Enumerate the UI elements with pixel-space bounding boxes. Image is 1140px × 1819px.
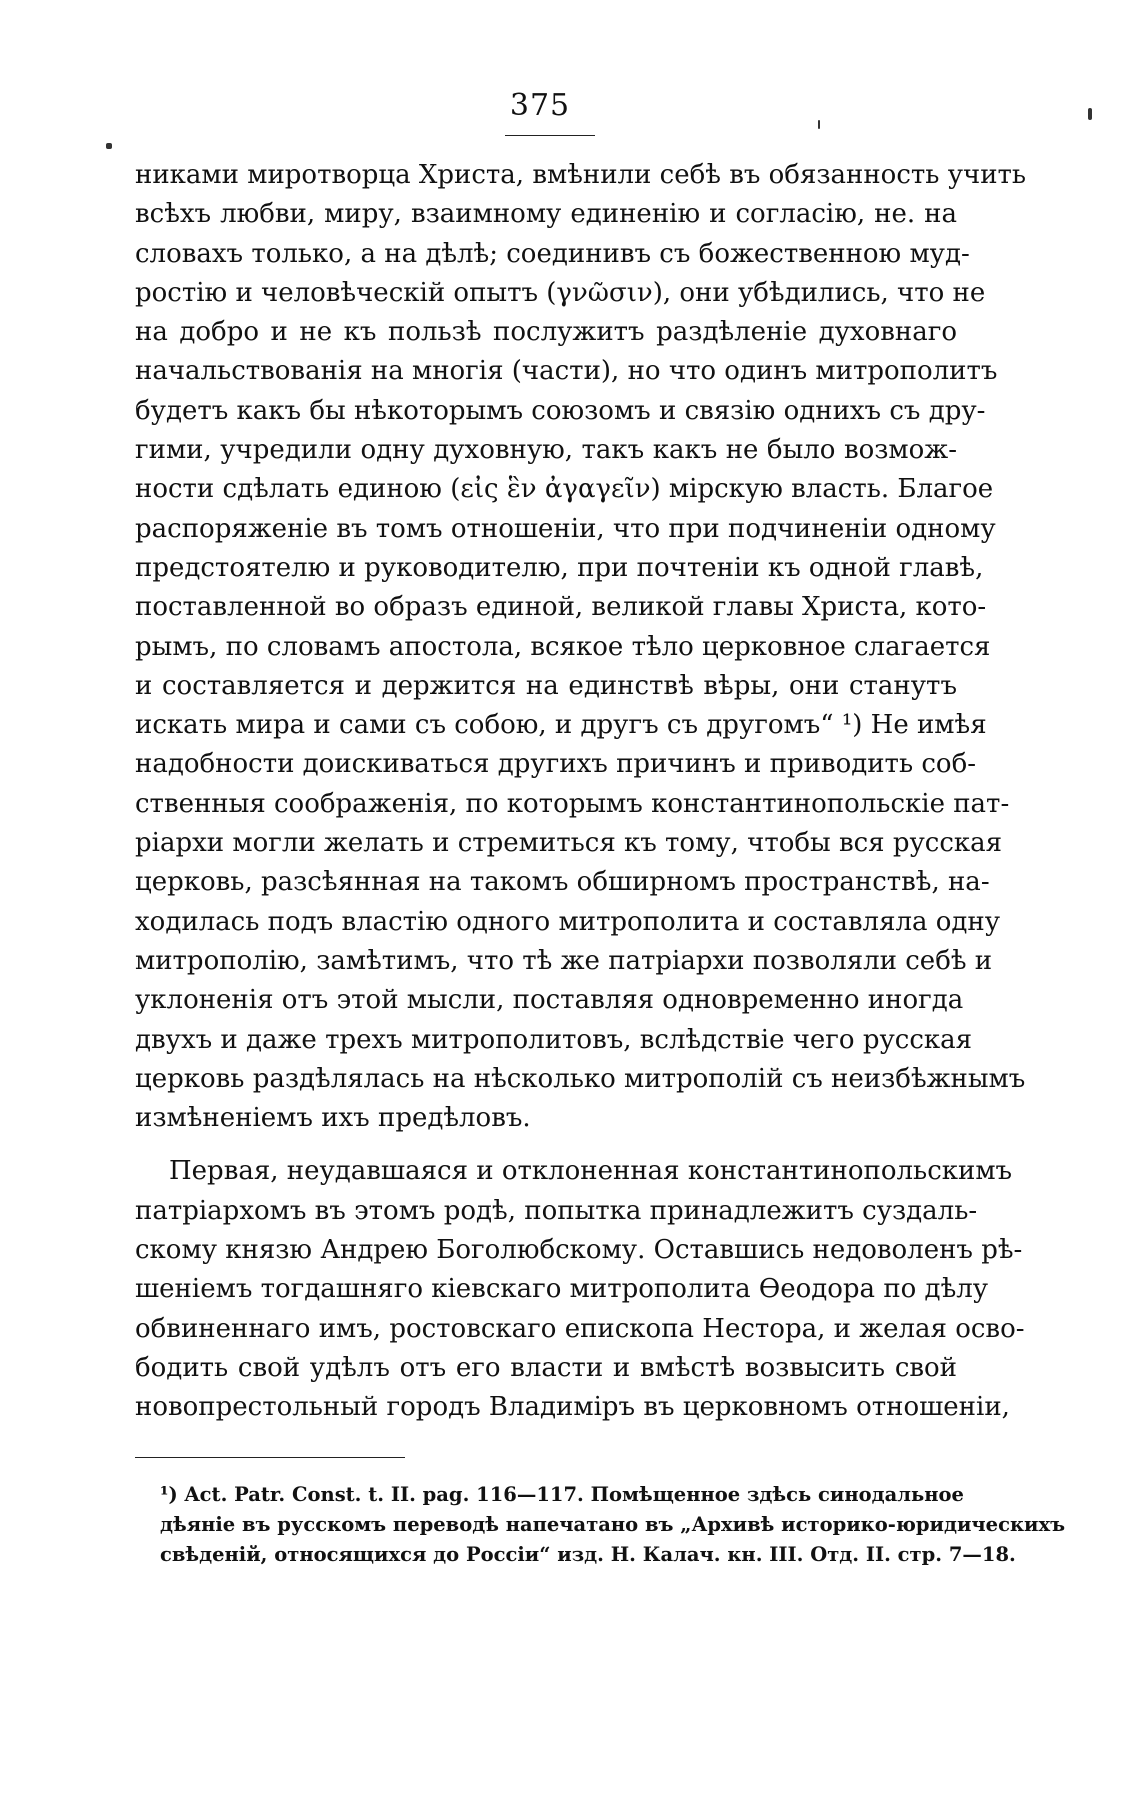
- text-line: на добро и не къ пользѣ послужитъ раздѣленіе духовнаго: [135, 317, 957, 348]
- text-line: шеніемъ тогдашняго кіевскаго митрополита Ѳеодора по дѣлу: [135, 1274, 989, 1305]
- text-line: митрополію, замѣтимъ, что тѣ же патріархи позволяли себѣ и: [135, 945, 993, 976]
- text-line: двухъ и даже трехъ митрополитовъ, вслѣдствіе чего русская: [135, 1024, 973, 1055]
- text-line: церковь, разсѣянная на такомъ обширномъ пространствѣ, на-: [135, 867, 990, 898]
- scan-speck: [818, 120, 820, 129]
- text-line: измѣненіемъ ихъ предѣловъ.: [135, 1103, 531, 1134]
- page-number-rule: [505, 135, 595, 136]
- text-line: ходилась подъ властію одного митрополита и составляла одну: [135, 906, 1001, 937]
- text-line: начальствованія на многія (части), но что одинъ митрополитъ: [135, 356, 998, 387]
- footnote: [160, 1480, 1066, 1570]
- text-line: искать мира и сами съ собою, и другъ съ другомъ“ ¹) Не имѣя: [135, 710, 987, 741]
- footnote-line: свѣденій, относящихся до Россіи“ изд. Н. Калач. кн. III. Отд. II. стр. 7—18.: [160, 1543, 1016, 1566]
- text-line: предстоятелю и руководителю, при почтеніи къ одной главѣ,: [135, 552, 984, 583]
- text-line: новопрестольный городъ Владиміръ въ церковномъ отношеніи,: [135, 1392, 1010, 1423]
- paragraph-gap: [135, 1138, 957, 1152]
- text-line: ности сдѣлать единою (εἰς ἓν ἀγαγεῖν) мірскую власть. Благое: [135, 474, 994, 505]
- text-line: надобности доискиваться другихъ причинъ и приводить соб-: [135, 749, 977, 780]
- text-line: всѣхъ любви, миру, взаимному единенію и согласію, не. на: [135, 199, 957, 230]
- text-line: поставленной во образъ единой, великой главы Христа, кото-: [135, 592, 987, 623]
- text-line: будетъ какъ бы нѣкоторымъ союзомъ и связію однихъ съ дру-: [135, 395, 986, 426]
- text-line: скому князю Андрею Боголюбскому. Оставшись недоволенъ рѣ-: [135, 1235, 1023, 1266]
- text-line: распоряженіе въ томъ отношеніи, что при подчиненіи одному: [135, 513, 996, 544]
- scan-speck: [1088, 108, 1092, 120]
- text-line: ріархи могли желать и стремиться къ тому, чтобы вся русская: [135, 828, 1003, 859]
- page-number: 375: [509, 88, 571, 123]
- text-line: гими, учредили одну духовную, такъ какъ не было возмож-: [135, 435, 957, 466]
- text-line: ственныя соображенія, по которымъ константинопольскіе пат-: [135, 788, 1010, 819]
- text-line: уклоненія отъ этой мысли, поставляя одновременно иногда: [135, 985, 964, 1016]
- text-line: Первая, неудавшаяся и отклоненная константинопольскимъ: [169, 1156, 1013, 1187]
- text-line: обвиненнаго имъ, ростовскаго епископа Нестора, и желая осво-: [135, 1313, 1025, 1344]
- body-text: [135, 156, 1027, 1428]
- footnote-line: ¹) Act. Patr. Const. t. II. pag. 116—117. Помѣщенное здѣсь синодальное: [160, 1483, 964, 1506]
- text-line: церковь раздѣлялась на нѣсколько митрополій съ неизбѣжнымъ: [135, 1063, 1026, 1094]
- text-line: и составляется и держится на единствѣ вѣры, они станутъ: [135, 670, 957, 701]
- text-line: рымъ, по словамъ апостола, всякое тѣло церковное слагается: [135, 631, 991, 662]
- text-line: ростію и человѣческій опытъ (γνῶσιν), они убѣдились, что не: [135, 277, 986, 308]
- footnote-rule: [135, 1457, 405, 1458]
- footnote-line: дѣяніе въ русскомъ переводѣ напечатано въ „Архивѣ историко-юридическихъ: [160, 1513, 1066, 1536]
- scan-speck: [106, 143, 112, 149]
- text-line: бодить свой удѣлъ отъ его власти и вмѣстѣ возвысить свой: [135, 1352, 957, 1383]
- text-line: патріархомъ въ этомъ родѣ, попытка принадлежитъ суздаль-: [135, 1195, 978, 1226]
- text-line: никами миротворца Христа, вмѣнили себѣ въ обязанность учить: [135, 160, 1027, 190]
- text-line: словахъ только, а на дѣлѣ; соединивъ съ божественною муд-: [135, 238, 970, 269]
